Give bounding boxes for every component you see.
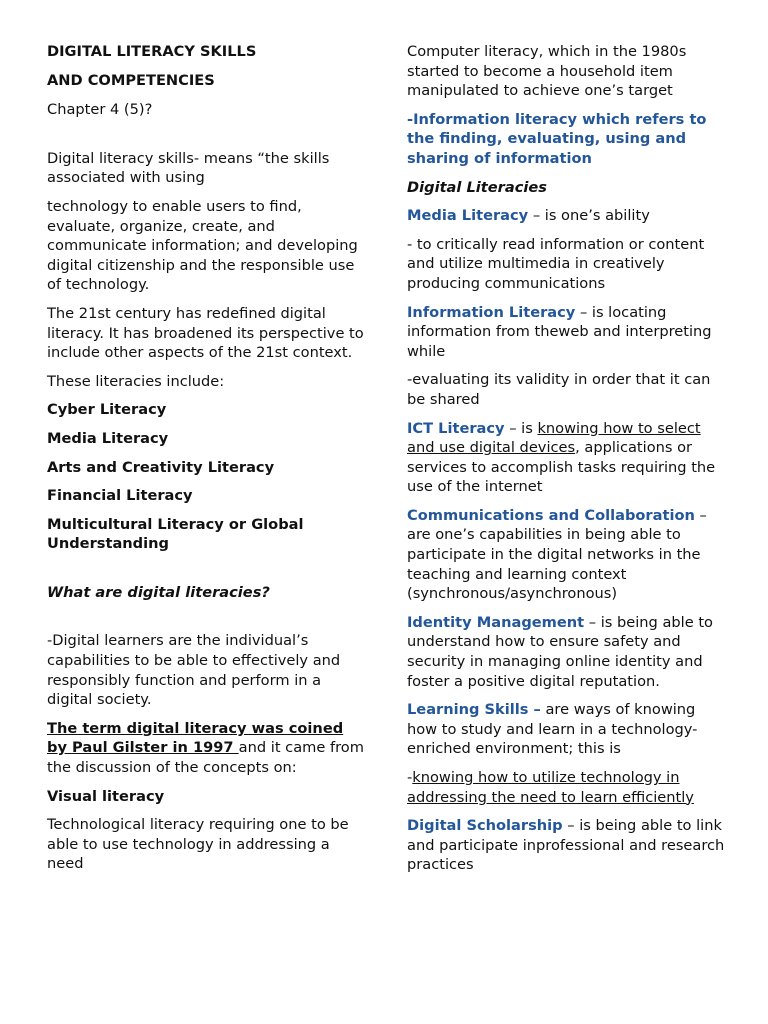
paragraph-literacies-include: These literacies include: <box>47 372 225 390</box>
ict-underlined: knowing how to select and use digital devices <box>407 419 701 457</box>
spacer <box>47 611 365 631</box>
spacer <box>47 563 365 583</box>
learn-underlined: knowing how to utilize technology in addressing the need to learn efficiently <box>407 769 694 806</box>
term-ict-literacy: ICT Literacy <box>407 419 505 437</box>
literacy-item-arts: Arts and Creativity Literacy <box>47 458 275 476</box>
def-learning-skills: are ways of knowing how to study and learn in a technology-enriched environment; this is <box>407 701 698 758</box>
def-media-literacy: – is one’s ability <box>528 207 650 225</box>
paragraph-computer-literacy: Computer literacy, which in the 1980s started to become a household item manipulated to achieve one’s target <box>407 43 687 100</box>
def-information-literacy: – is locating information from theweb and interpreting while <box>407 303 712 360</box>
literacy-item-financial: Financial Literacy <box>47 487 193 505</box>
paragraph-21st-century: The 21st century has redefined digital literacy. It has broadened its perspective to include other aspects of the 21st context. <box>47 304 364 362</box>
literacy-item-cyber: Cyber Literacy <box>47 401 167 419</box>
paragraph-technological-literacy: Technological literacy requiring one to be able to use technology in addressing a need <box>47 816 349 873</box>
information-literacy-note <box>407 110 725 169</box>
entry-learning-skills <box>407 700 725 759</box>
ict-rest: , applications or services to accomplish tasks requiring the use of the internet <box>407 439 716 496</box>
entry-learning-skills-continued <box>407 768 725 807</box>
def-digital-scholarship: – is being able to link and participate inprofessional and research practices <box>407 817 725 874</box>
digital-literacies-heading: Digital Literacies <box>407 178 547 196</box>
right-column <box>407 42 725 884</box>
paragraph-definition: Digital literacy skills- means “the skills associated with using <box>47 149 330 187</box>
paragraph-definition-continued: technology to enable users to find, evaluate, organize, create, and communicate information; and developing digital citizenship and the responsible use of technology. <box>47 197 358 294</box>
term-identity-management: Identity Management <box>407 613 585 631</box>
chapter-label: Chapter 4 (5)? <box>47 101 153 119</box>
entry-information-literacy-continued: -evaluating its validity in order that it can be shared <box>407 371 711 408</box>
literacy-item-multicultural: Multicultural Literacy or Global Understanding <box>47 515 304 553</box>
term-learning-skills: Learning Skills – <box>407 701 541 719</box>
paragraph-digital-learners: -Digital learners are the individual’s capabilities to be able to effectively and responsibly function and perform in a digital society. <box>47 632 341 709</box>
entry-identity-management <box>407 613 725 691</box>
gilster-rest: and it came from the discussion of the concepts on: <box>47 739 364 777</box>
learn-prefix: - <box>407 769 413 786</box>
visual-literacy-heading: Visual literacy <box>47 787 165 805</box>
ict-is: – is <box>504 419 538 437</box>
term-communications: Communications and Collaboration <box>407 506 695 524</box>
document-title-line-2: AND COMPETENCIES <box>47 71 215 89</box>
info-prefix: - <box>407 110 414 128</box>
term-media-literacy: Media Literacy <box>407 207 529 225</box>
def-communications: – are one’s capabilities in being able to participate in the digital networks in the teaching and learning context (synchronous/asynchronous) <box>407 506 707 603</box>
spacer <box>47 129 365 149</box>
left-column <box>47 42 365 883</box>
def-identity-management: – is being able to understand how to ensure safety and security in managing online identity and foster a positive digital reputation. <box>407 613 713 690</box>
entry-ict-literacy <box>407 419 725 497</box>
entry-digital-scholarship <box>407 816 725 875</box>
entry-media-literacy <box>407 206 725 226</box>
info-text: Information literacy which refers to the finding, evaluating, using and sharing of information <box>407 110 707 167</box>
paragraph-gilster <box>47 719 365 778</box>
entry-communications <box>407 506 725 604</box>
question-heading: What are digital literacies? <box>47 583 270 601</box>
entry-media-literacy-continued: - to critically read information or content and utilize multimedia in creatively producing communications <box>407 235 705 292</box>
term-digital-scholarship: Digital Scholarship <box>407 817 563 835</box>
entry-information-literacy <box>407 303 725 362</box>
literacy-item-media: Media Literacy <box>47 429 169 447</box>
document-title-line-1: DIGITAL LITERACY SKILLS <box>47 43 257 60</box>
gilster-highlight: The term digital literacy was coined by Paul Gilster in 1997 <box>47 719 344 757</box>
term-information-literacy: Information Literacy <box>407 303 576 321</box>
